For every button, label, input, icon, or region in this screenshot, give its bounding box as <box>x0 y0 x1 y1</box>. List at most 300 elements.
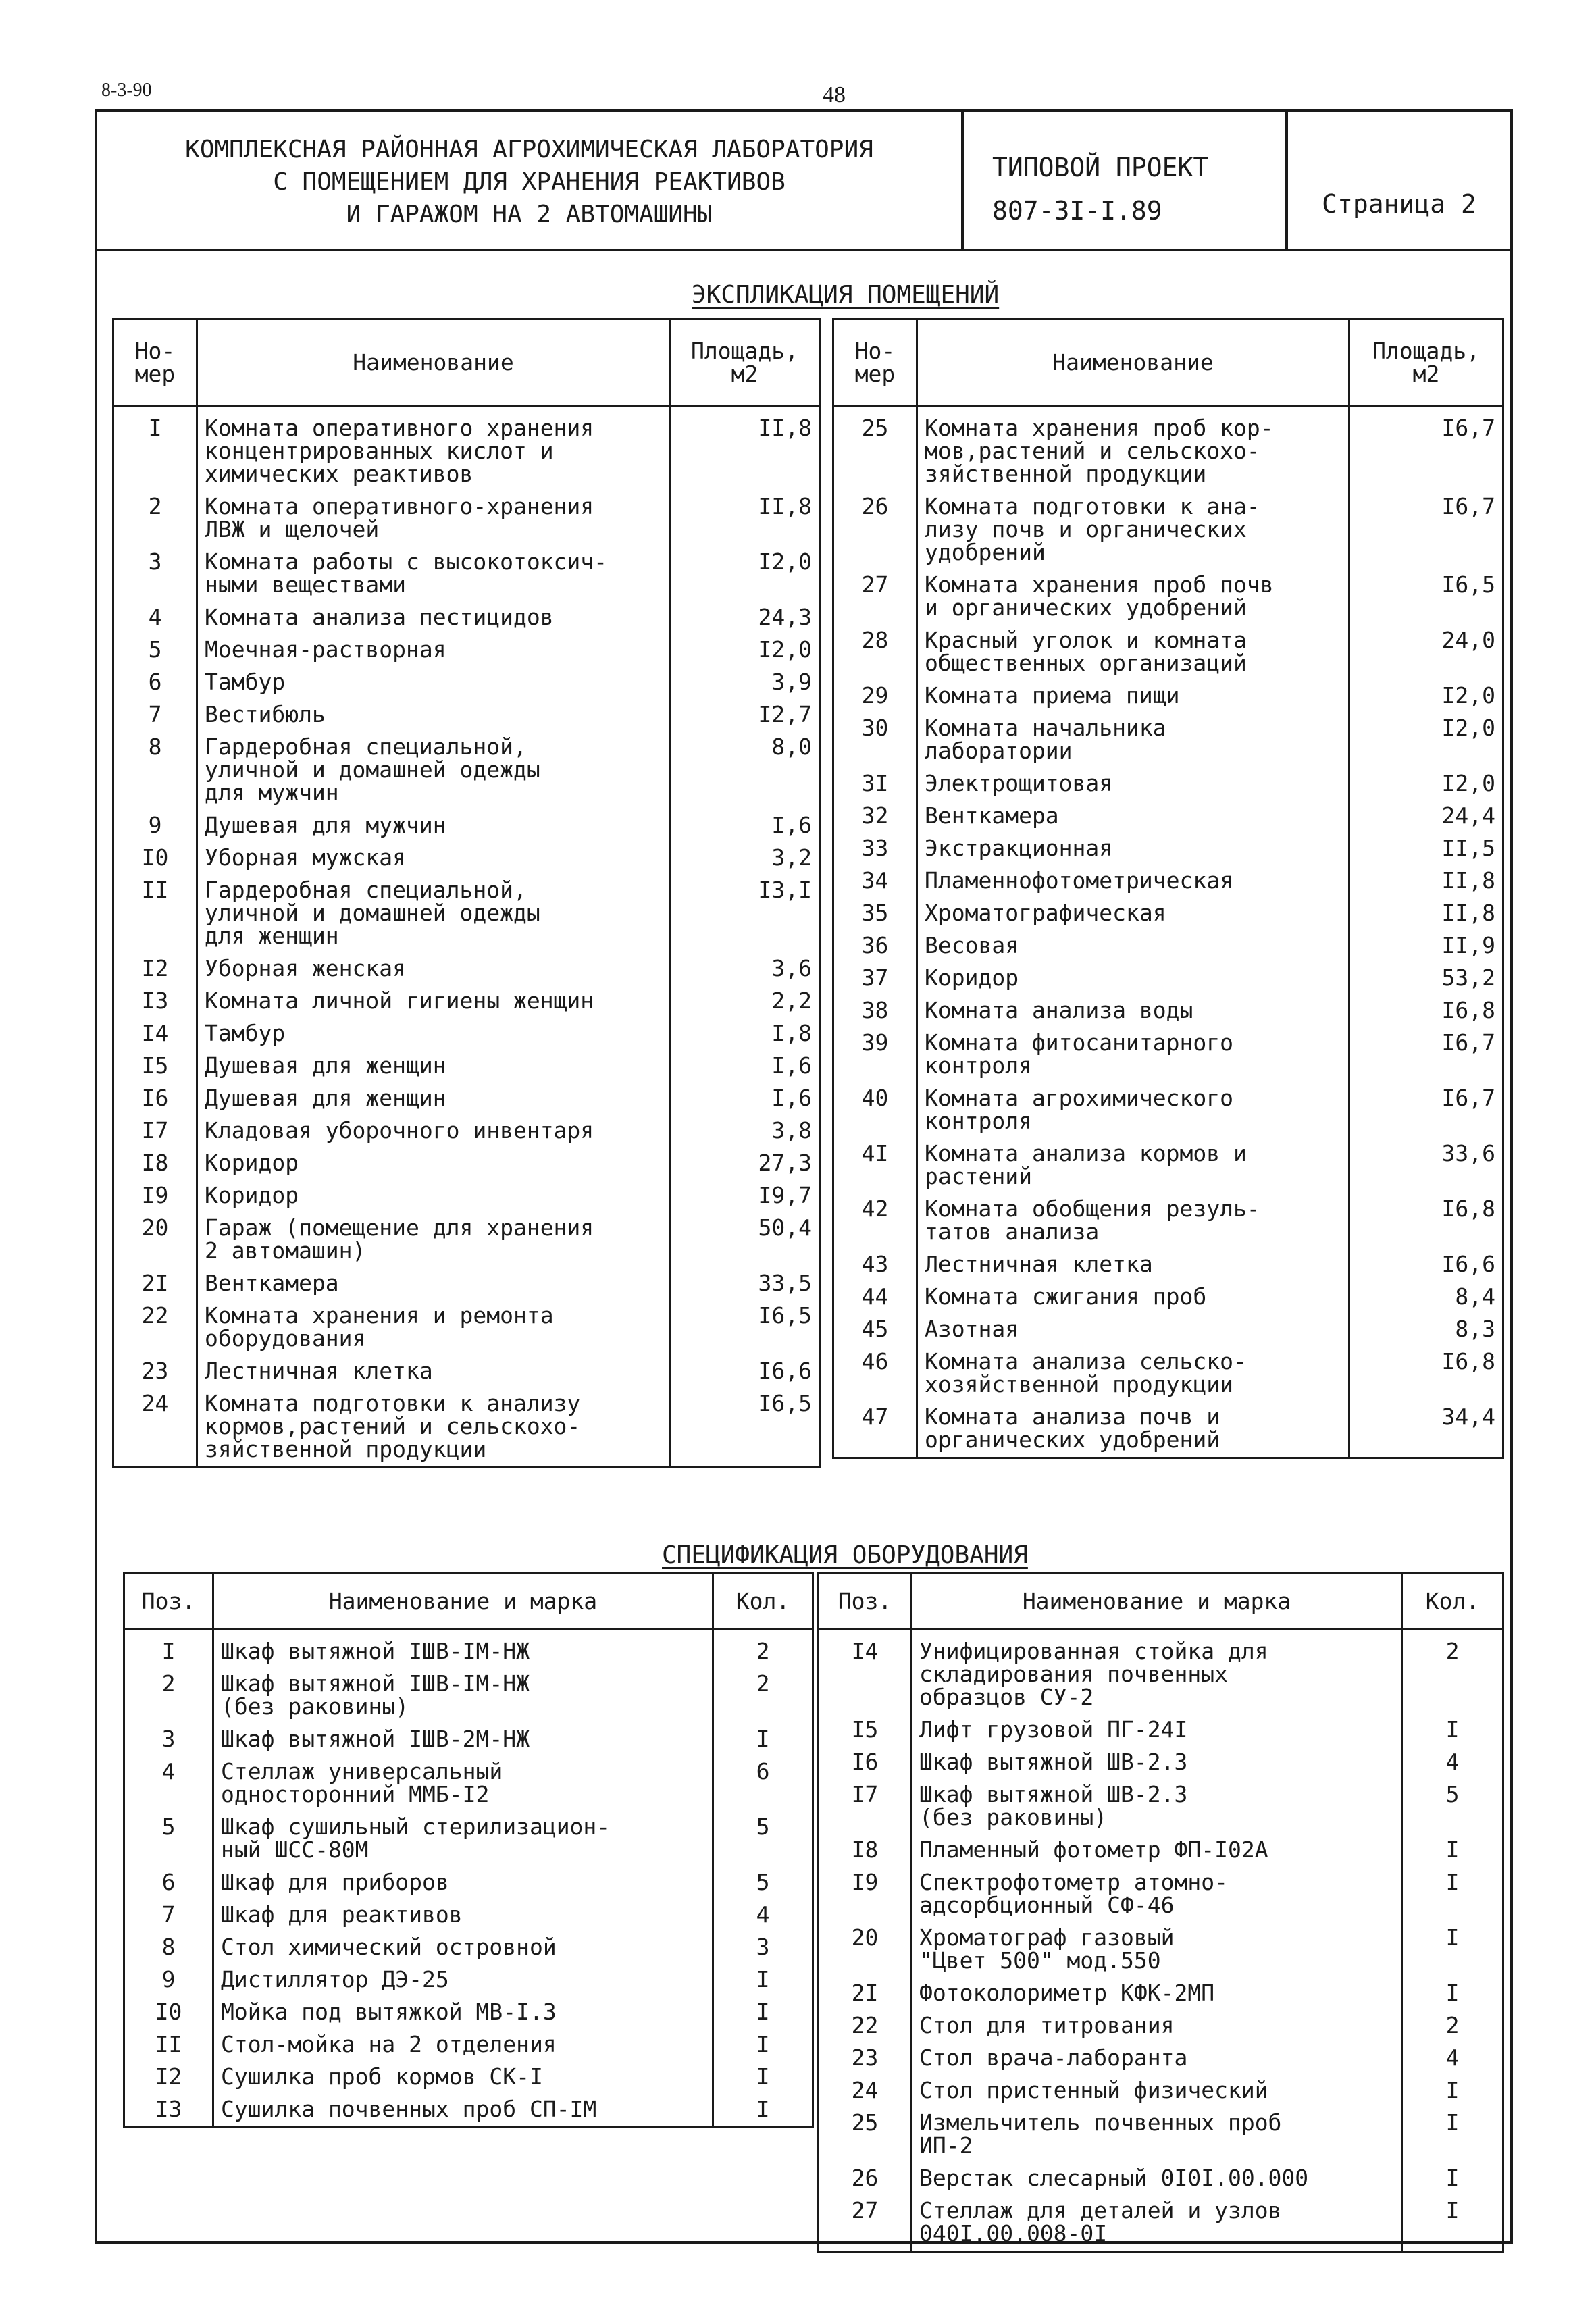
equipment-row-n: 5 <box>124 1811 213 1867</box>
col-number-header: Но- мер <box>113 319 197 407</box>
room-row-area: II,8 <box>670 491 820 546</box>
equipment-row-name: Шкаф для приборов <box>213 1867 713 1899</box>
room-row <box>113 491 820 546</box>
room-row-n: 4 <box>113 602 197 634</box>
room-row <box>833 625 1503 680</box>
equipment-row-q: 2 <box>713 1630 813 1669</box>
equipment-row-name: Хроматограф газовый "Цвет 500" мод.550 <box>912 1922 1402 1978</box>
room-row-area: II,9 <box>1349 930 1503 962</box>
room-row <box>113 810 820 842</box>
room-row-area: 3,6 <box>670 953 820 985</box>
room-row-name: Гардеробная специальной, уличной и домашней одежды для мужчин <box>197 731 670 810</box>
equipment-row <box>124 1997 813 2029</box>
room-row-name: Лестничная клетка <box>917 1249 1349 1281</box>
room-row-n: 9 <box>113 810 197 842</box>
equipment-row-n: 7 <box>124 1899 213 1932</box>
equipment-row-n: I0 <box>124 1997 213 2029</box>
room-row-name: Комната подготовки к анализу кормов,растений и сельскохо- зяйственной продукции <box>197 1388 670 1468</box>
sheet-page-label: Страница 2 <box>1322 189 1476 219</box>
equipment-row-n: I8 <box>819 1834 912 1867</box>
room-row-n: 29 <box>833 680 917 713</box>
room-row-name: Комната обобщения резуль- татов анализа <box>917 1193 1349 1249</box>
room-row-n: I3 <box>113 985 197 1018</box>
room-row-area: 33,6 <box>1349 1138 1503 1193</box>
equipment-row-name: Верстак слесарный 0I0I.00.000 <box>912 2163 1402 2195</box>
room-row-n: I <box>113 407 197 492</box>
room-row-area: I,8 <box>670 1018 820 1050</box>
explication-title: ЭКСПЛИКАЦИЯ ПОМЕЩЕНИЙ <box>692 281 1000 309</box>
equipment-row-q: I <box>713 2029 813 2061</box>
room-row-area: I6,5 <box>1349 569 1503 625</box>
equipment-row-n: 6 <box>124 1867 213 1899</box>
col-qty-header: Кол. <box>713 1574 813 1630</box>
room-row <box>113 1148 820 1180</box>
project-name-line: КОМПЛЕКСНАЯ РАЙОННАЯ АГРОХИМИЧЕСКАЯ ЛАБОРАТОРИЯ <box>185 136 873 163</box>
equipment-row-n: I4 <box>819 1630 912 1715</box>
room-row <box>833 1083 1503 1138</box>
room-row-n: 26 <box>833 491 917 569</box>
equipment-row <box>819 1834 1503 1867</box>
room-row-area: II,8 <box>1349 898 1503 930</box>
room-row-n: 46 <box>833 1346 917 1402</box>
equipment-row-n: I7 <box>819 1779 912 1834</box>
room-row-area: 24,0 <box>1349 625 1503 680</box>
room-row-n: I5 <box>113 1050 197 1083</box>
equipment-row-name: Дистиллятор ДЭ-25 <box>213 1964 713 1997</box>
room-row-name: Тамбур <box>197 1018 670 1050</box>
equipment-row <box>819 1922 1503 1978</box>
equipment-row-name: Лифт грузовой ПГ-24I <box>912 1714 1402 1747</box>
equipment-row <box>819 1978 1503 2010</box>
project-name <box>97 112 964 249</box>
room-row-n: I0 <box>113 842 197 875</box>
room-row-name: Экстракционная <box>917 833 1349 865</box>
equipment-row-name: Стол пристенный физический <box>912 2075 1402 2107</box>
equipment-row <box>124 1899 813 1932</box>
equipment-row-q: I <box>1402 2163 1503 2195</box>
room-row <box>113 1050 820 1083</box>
room-row-n: 2I <box>113 1268 197 1300</box>
room-row-name: Уборная мужская <box>197 842 670 875</box>
equipment-row-n: 27 <box>819 2195 912 2252</box>
equipment-row-q: I <box>1402 2075 1503 2107</box>
equipment-row-n: 23 <box>819 2042 912 2075</box>
room-row <box>113 1018 820 1050</box>
equipment-row-name: Шкаф вытяжной IШВ-IМ-НЖ <box>213 1630 713 1669</box>
room-row-name: Комната анализа почв и органических удобрений <box>917 1402 1349 1458</box>
room-row <box>113 1356 820 1388</box>
page-number: 48 <box>823 82 846 107</box>
room-row <box>833 713 1503 768</box>
col-pos-header: Поз. <box>124 1574 213 1630</box>
room-row <box>833 1281 1503 1314</box>
room-row-area: I,6 <box>670 1083 820 1115</box>
room-row <box>113 953 820 985</box>
equipment-row-name: Пламенный фотометр ФП-I02А <box>912 1834 1402 1867</box>
room-row <box>113 407 820 492</box>
room-row-area: I6,5 <box>670 1388 820 1468</box>
room-row-area: I,6 <box>670 810 820 842</box>
room-row <box>833 930 1503 962</box>
room-row <box>833 898 1503 930</box>
room-row-n: 2 <box>113 491 197 546</box>
room-row <box>833 569 1503 625</box>
room-row-n: 23 <box>113 1356 197 1388</box>
title-block <box>97 112 1510 251</box>
equipment-row-name: Стол врача-лаборанта <box>912 2042 1402 2075</box>
equipment-row-n: I6 <box>819 1747 912 1779</box>
room-row-name: Комната оперативного хранения концентрированных кислот и химических реактивов <box>197 407 670 492</box>
room-row-area: 8,0 <box>670 731 820 810</box>
equipment-row-name: Шкаф для реактивов <box>213 1899 713 1932</box>
room-row-area: I2,0 <box>1349 713 1503 768</box>
equipment-row <box>819 1779 1503 1834</box>
room-row-area: 50,4 <box>670 1212 820 1268</box>
equipment-row-name: Спектрофотометр атомно- адсорбционный СФ-46 <box>912 1867 1402 1922</box>
room-row <box>113 985 820 1018</box>
equipment-row <box>819 1867 1503 1922</box>
equipment-row-q: 6 <box>713 1756 813 1811</box>
room-row <box>113 1388 820 1468</box>
room-row-n: 37 <box>833 962 917 995</box>
room-row-n: 42 <box>833 1193 917 1249</box>
equipment-row-q: I <box>713 2094 813 2128</box>
room-row-n: I6 <box>113 1083 197 1115</box>
room-row <box>113 1268 820 1300</box>
room-row-name: Коридор <box>197 1148 670 1180</box>
room-row-n: 22 <box>113 1300 197 1356</box>
equipment-row <box>124 2029 813 2061</box>
equipment-row <box>124 1668 813 1724</box>
room-row-n: 25 <box>833 407 917 492</box>
equipment-row-n: 2 <box>124 1668 213 1724</box>
equipment-row <box>819 2195 1503 2252</box>
room-row-name: Комната хранения проб кор- мов,растений и сельскохо- зяйственной продукции <box>917 407 1349 492</box>
equipment-row-q: 3 <box>713 1932 813 1964</box>
drawing-frame <box>95 109 1513 2244</box>
equipment-row-name: Стол-мойка на 2 отделения <box>213 2029 713 2061</box>
room-row <box>833 407 1503 492</box>
equipment-row-q: 4 <box>1402 2042 1503 2075</box>
room-row <box>833 491 1503 569</box>
room-row <box>833 1402 1503 1458</box>
room-row-name: Комната начальника лаборатории <box>917 713 1349 768</box>
room-row-area: 2,2 <box>670 985 820 1018</box>
equipment-row <box>819 2163 1503 2195</box>
col-area-header: Площадь, м2 <box>670 319 820 407</box>
room-row-area: 34,4 <box>1349 1402 1503 1458</box>
room-row-n: 5 <box>113 634 197 667</box>
equipment-row-n: 2I <box>819 1978 912 2010</box>
col-name-header: Наименование и марка <box>213 1574 713 1630</box>
room-row <box>113 1212 820 1268</box>
equipment-row-q: 4 <box>713 1899 813 1932</box>
equipment-row-name: Шкаф вытяжной IШВ-IМ-НЖ (без раковины) <box>213 1668 713 1724</box>
equipment-row-q: 5 <box>713 1811 813 1867</box>
room-row-n: 36 <box>833 930 917 962</box>
equipment-row-name: Шкаф вытяжной ШВ-2.3 (без раковины) <box>912 1779 1402 1834</box>
room-row <box>113 602 820 634</box>
room-row-name: Душевая для женщин <box>197 1050 670 1083</box>
room-row <box>833 995 1503 1027</box>
room-row-n: 24 <box>113 1388 197 1468</box>
room-row-n: 47 <box>833 1402 917 1458</box>
equipment-row <box>124 1724 813 1756</box>
room-row-area: II,5 <box>1349 833 1503 865</box>
project-label: ТИПОВОЙ ПРОЕКТ <box>992 153 1209 182</box>
room-row-name: Кладовая уборочного инвентаря <box>197 1115 670 1148</box>
room-row-n: I7 <box>113 1115 197 1148</box>
room-row-n: 8 <box>113 731 197 810</box>
col-name-header: Наименование <box>197 319 670 407</box>
room-row-area: I6,8 <box>1349 1193 1503 1249</box>
room-row-name: Гардеробная специальной, уличной и домашней одежды для женщин <box>197 875 670 953</box>
explication-table-left <box>112 318 821 1468</box>
room-row-name: Комната работы с высокотоксич- ными веществами <box>197 546 670 602</box>
room-row-area: II,8 <box>670 407 820 492</box>
equipment-row-q: I <box>1402 1978 1503 2010</box>
room-row-name: Комната хранения и ремонта оборудования <box>197 1300 670 1356</box>
equipment-row <box>124 1964 813 1997</box>
equipment-row-q: I <box>1402 1834 1503 1867</box>
room-row-name: Весовая <box>917 930 1349 962</box>
equipment-row <box>819 2010 1503 2042</box>
equipment-row-q: I <box>1402 1714 1503 1747</box>
equipment-row <box>124 2061 813 2094</box>
room-row-name: Лестничная клетка <box>197 1356 670 1388</box>
equipment-row-name: Сушилка почвенных проб СП-IМ <box>213 2094 713 2128</box>
col-qty-header: Кол. <box>1402 1574 1503 1630</box>
room-row-area: I6,7 <box>1349 1083 1503 1138</box>
equipment-row-n: I5 <box>819 1714 912 1747</box>
room-row-area: I6,7 <box>1349 491 1503 569</box>
equipment-row-q: 4 <box>1402 1747 1503 1779</box>
room-row <box>113 1115 820 1148</box>
room-row <box>833 1027 1503 1083</box>
room-row-area: I2,0 <box>1349 768 1503 800</box>
room-row-n: 34 <box>833 865 917 898</box>
room-row-name: Азотная <box>917 1314 1349 1346</box>
room-row-area: I9,7 <box>670 1180 820 1212</box>
room-row-area: 27,3 <box>670 1148 820 1180</box>
equipment-row-q: I <box>713 1997 813 2029</box>
room-row-n: 27 <box>833 569 917 625</box>
room-row <box>833 1249 1503 1281</box>
equipment-row <box>819 2042 1503 2075</box>
room-row-n: 32 <box>833 800 917 833</box>
room-row-area: I2,7 <box>670 699 820 731</box>
equipment-row <box>124 1630 813 1669</box>
room-row <box>113 1083 820 1115</box>
room-row <box>833 865 1503 898</box>
specification-title: СПЕЦИФИКАЦИЯ ОБОРУДОВАНИЯ <box>662 1541 1028 1569</box>
room-row-name: Венткамера <box>197 1268 670 1300</box>
room-row <box>113 546 820 602</box>
room-row-n: 28 <box>833 625 917 680</box>
room-row-area: I6,8 <box>1349 1346 1503 1402</box>
room-row-n: 39 <box>833 1027 917 1083</box>
equipment-row <box>124 1811 813 1867</box>
equipment-row <box>819 1630 1503 1715</box>
room-row-area: 24,4 <box>1349 800 1503 833</box>
equipment-row-name: Сушилка проб кормов СК-I <box>213 2061 713 2094</box>
room-row <box>833 768 1503 800</box>
room-row-name: Душевая для мужчин <box>197 810 670 842</box>
room-row-area: 53,2 <box>1349 962 1503 995</box>
room-row-name: Комната сжигания проб <box>917 1281 1349 1314</box>
room-row-name: Комната фитосанитарного контроля <box>917 1027 1349 1083</box>
room-row <box>833 1314 1503 1346</box>
equipment-row-n: 3 <box>124 1724 213 1756</box>
room-row-n: 4I <box>833 1138 917 1193</box>
equipment-row-q: I <box>1402 2195 1503 2252</box>
room-row-name: Комната анализа пестицидов <box>197 602 670 634</box>
room-row-name: Гараж (помещение для хранения 2 автомашин) <box>197 1212 670 1268</box>
room-row-area: II,8 <box>1349 865 1503 898</box>
room-row-name: Коридор <box>917 962 1349 995</box>
project-name-line: С ПОМЕЩЕНИЕМ ДЛЯ ХРАНЕНИЯ РЕАКТИВОВ <box>273 168 786 196</box>
equipment-row-n: I3 <box>124 2094 213 2128</box>
room-row-n: 45 <box>833 1314 917 1346</box>
room-row-n: 44 <box>833 1281 917 1314</box>
equipment-row-n: I2 <box>124 2061 213 2094</box>
room-row-n: 43 <box>833 1249 917 1281</box>
equipment-row-n: 26 <box>819 2163 912 2195</box>
room-row <box>833 1346 1503 1402</box>
equipment-row-name: Шкаф вытяжной IШВ-2М-НЖ <box>213 1724 713 1756</box>
equipment-row <box>124 1867 813 1899</box>
room-row-n: 40 <box>833 1083 917 1138</box>
equipment-row-n: 22 <box>819 2010 912 2042</box>
room-row <box>833 833 1503 865</box>
equipment-row-n: 24 <box>819 2075 912 2107</box>
room-row-area: I2,0 <box>1349 680 1503 713</box>
room-row-n: 35 <box>833 898 917 930</box>
room-row-area: I6,5 <box>670 1300 820 1356</box>
room-row-n: 7 <box>113 699 197 731</box>
document-code: 8-3-90 <box>101 80 152 101</box>
equipment-row-n: 4 <box>124 1756 213 1811</box>
room-row-area: I2,0 <box>670 634 820 667</box>
room-row-area: 3,9 <box>670 667 820 699</box>
room-row-name: Комната анализа сельско- хозяйственной продукции <box>917 1346 1349 1402</box>
room-row-name: Комната анализа кормов и растений <box>917 1138 1349 1193</box>
room-row-name: Комната оперативного-хранения ЛВЖ и щелочей <box>197 491 670 546</box>
equipment-row <box>819 1747 1503 1779</box>
room-row-n: I8 <box>113 1148 197 1180</box>
room-row-area: 8,3 <box>1349 1314 1503 1346</box>
equipment-row-n: 9 <box>124 1964 213 1997</box>
room-row-name: Комната личной гигиены женщин <box>197 985 670 1018</box>
equipment-row <box>124 1756 813 1811</box>
equipment-row <box>819 1714 1503 1747</box>
room-row-area: 8,4 <box>1349 1281 1503 1314</box>
room-row-name: Электрощитовая <box>917 768 1349 800</box>
room-row-name: Комната подготовки к ана- лизу почв и органических удобрений <box>917 491 1349 569</box>
room-row-name: Хроматографическая <box>917 898 1349 930</box>
equipment-row-n: I <box>124 1630 213 1669</box>
equipment-row-q: 2 <box>1402 2010 1503 2042</box>
room-row <box>833 962 1503 995</box>
room-row-n: 33 <box>833 833 917 865</box>
room-row-name: Тамбур <box>197 667 670 699</box>
equipment-row-name: Шкаф сушильный стерилизацион- ный ШСС-80М <box>213 1811 713 1867</box>
equipment-row-n: 20 <box>819 1922 912 1978</box>
col-pos-header: Поз. <box>819 1574 912 1630</box>
equipment-row-n: 25 <box>819 2107 912 2163</box>
room-row <box>113 634 820 667</box>
room-row <box>113 842 820 875</box>
room-row-n: 38 <box>833 995 917 1027</box>
room-row <box>833 680 1503 713</box>
equipment-row-name: Шкаф вытяжной ШВ-2.3 <box>912 1747 1402 1779</box>
room-row <box>833 800 1503 833</box>
room-row-n: II <box>113 875 197 953</box>
room-row-name: Комната хранения проб почв и органических удобрений <box>917 569 1349 625</box>
equipment-row-n: I9 <box>819 1867 912 1922</box>
equipment-row-q: I <box>713 1724 813 1756</box>
room-row-area: I6,6 <box>1349 1249 1503 1281</box>
equipment-row-q: I <box>1402 2107 1503 2163</box>
room-row-n: I4 <box>113 1018 197 1050</box>
project-id-cell <box>964 112 1288 249</box>
room-row-area: I6,7 <box>1349 1027 1503 1083</box>
room-row-area: 3,2 <box>670 842 820 875</box>
room-row-area: I3,I <box>670 875 820 953</box>
col-name-header: Наименование <box>917 319 1349 407</box>
equipment-row-name: Стеллаж для деталей и узлов 040I.00.008-0I <box>912 2195 1402 2252</box>
equipment-row-name: Измельчитель почвенных проб ИП-2 <box>912 2107 1402 2163</box>
room-row-name: Красный уголок и комната общественных организаций <box>917 625 1349 680</box>
room-row-n: 3 <box>113 546 197 602</box>
room-row-area: I6,7 <box>1349 407 1503 492</box>
room-row-n: 20 <box>113 1212 197 1268</box>
room-row-name: Комната приема пищи <box>917 680 1349 713</box>
room-row <box>113 699 820 731</box>
room-row <box>113 1180 820 1212</box>
room-row-name: Моечная-растворная <box>197 634 670 667</box>
equipment-row-q: 2 <box>713 1668 813 1724</box>
room-row-name: Душевая для женщин <box>197 1083 670 1115</box>
equipment-row <box>124 2094 813 2128</box>
room-row-n: 30 <box>833 713 917 768</box>
equipment-row <box>819 2107 1503 2163</box>
room-row-n: 3I <box>833 768 917 800</box>
equipment-row-name: Унифицированная стойка для складирования почвенных образцов СУ-2 <box>912 1630 1402 1715</box>
room-row-name: Комната агрохимического контроля <box>917 1083 1349 1138</box>
project-code: 807-3I-I.89 <box>992 196 1162 226</box>
col-area-header: Площадь, м2 <box>1349 319 1503 407</box>
room-row-name: Пламеннофотометрическая <box>917 865 1349 898</box>
project-name-line: И ГАРАЖОМ НА 2 АВТОМАШИНЫ <box>346 201 713 228</box>
equipment-row-q: I <box>713 1964 813 1997</box>
room-row-name: Комната анализа воды <box>917 995 1349 1027</box>
equipment-row-name: Стеллаж универсальный односторонний ММБ-I2 <box>213 1756 713 1811</box>
col-number-header: Но- мер <box>833 319 917 407</box>
room-row-name: Вестибюль <box>197 699 670 731</box>
equipment-row-q: 2 <box>1402 1630 1503 1715</box>
equipment-row-name: Стол химический островной <box>213 1932 713 1964</box>
equipment-row-name: Фотоколориметр КФК-2МП <box>912 1978 1402 2010</box>
room-row-n: I2 <box>113 953 197 985</box>
equipment-row <box>819 2075 1503 2107</box>
equipment-row-q: I <box>1402 1867 1503 1922</box>
room-row-area: I6,6 <box>670 1356 820 1388</box>
equipment-row-n: II <box>124 2029 213 2061</box>
specification-table-right <box>817 1572 1504 2253</box>
specification-table-left <box>123 1572 814 2128</box>
room-row <box>833 1138 1503 1193</box>
